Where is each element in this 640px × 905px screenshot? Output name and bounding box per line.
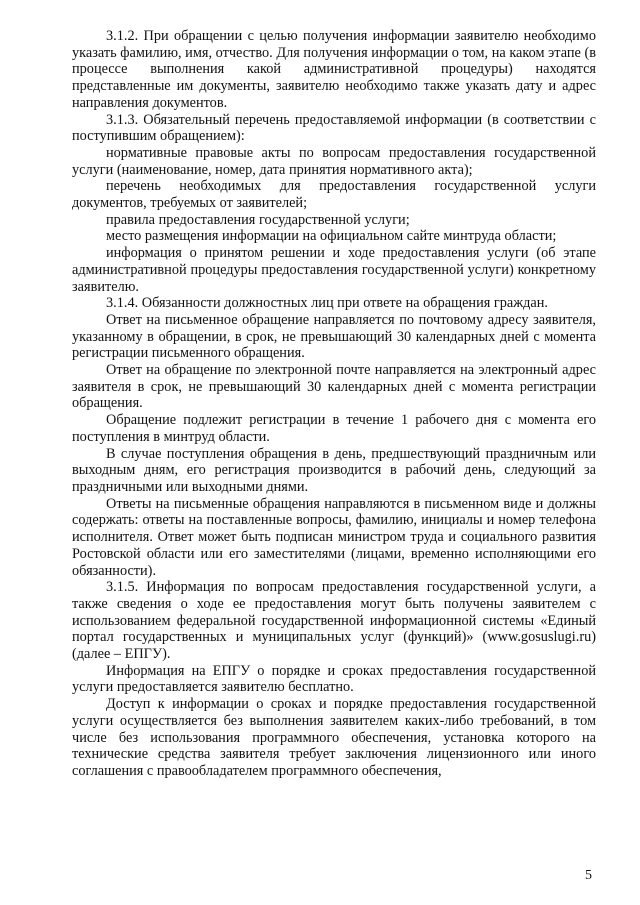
list-item-website-info: место размещения информации на официальном сайте минтруда области; — [106, 228, 557, 245]
list-item-required-documents: перечень необходимых для предоставления государственной услуги документов, требуемых от заявителей; — [72, 178, 596, 212]
paragraph-epgu-free: Информация на ЕПГУ о порядке и сроках предоставления государственной услуги предоставляется заявителю бесплатно. — [72, 662, 596, 696]
paragraph-registration: Обращение подлежит регистрации в течение 1 рабочего дня с момента его поступления в минтруд области. — [72, 412, 596, 445]
paragraph-3-1-5: 3.1.5. Информация по вопросам предоставления государственной услуги, а также сведения о ходе ее предоставления могут быть получены заявителем с использованием федеральной государственной информационной системы «Единый портал государственных и муниципальных услуг (функций)» (www.gosuslugi.ru) (далее – ЕПГУ). — [72, 579, 596, 663]
paragraph-holiday-registration: В случае поступления обращения в день, предшествующий праздничным или выходным дням, его регистрация производится в рабочий день, следующий за праздничными или выходными днями. — [72, 445, 596, 495]
paragraph-3-1-2: 3.1.2. При обращении с целью получения информации заявителю необходимо указать фамилию, имя, отчество. Для получения информации о том, на каком этапе (в процессе выполнения какой административной процедуры) находятся представленные им документы, заявителю необходимо также указать дату и адрес направления документов. — [72, 28, 596, 111]
paragraph-access-info: Доступ к информации о сроках и порядке предоставления государственной услуги осуществляется без выполнения заявителем каких-либо требований, в том числе без использования программного обеспечения, установка которого на технические средства заявителя требует заключения лицензионного или иного соглашения с правообладателем программного обеспечения, — [72, 696, 596, 779]
document-page — [72, 28, 596, 780]
page-number: 5 — [585, 868, 592, 883]
paragraph-3-1-4: 3.1.4. Обязанности должностных лиц при ответе на обращения граждан. — [106, 295, 548, 312]
paragraph-3-1-3: 3.1.3. Обязательный перечень предоставляемой информации (в соответствии с поступившим обращением): — [72, 111, 596, 145]
paragraph-written-reply: Ответ на письменное обращение направляется по почтовому адресу заявителя, указанному в обращении, в срок, не превышающий 30 календарных дней с момента регистрации письменного обращения. — [72, 311, 596, 362]
paragraph-email-reply: Ответ на обращение по электронной почте направляется на электронный адрес заявителя в срок, не превышающий 30 календарных дней с момента регистрации обращения. — [72, 362, 596, 412]
list-item-decision-info: информация о принятом решении и ходе предоставления услуги (об этапе административной процедуры предоставления государственной услуги) конкретному заявителю. — [72, 245, 596, 295]
paragraph-reply-content: Ответы на письменные обращения направляются в письменном виде и должны содержать: ответы на поставленные вопросы, фамилию, инициалы и номер телефона исполнителя. Ответ может быть подписан министром труда и социального развития Ростовской области или его заместителями (лицами, временно исполняющими его обязанности). — [72, 495, 596, 579]
list-item-normative-acts: нормативные правовые акты по вопросам предоставления государственной услуги (наименование, номер, дата принятия нормативного акта); — [72, 144, 596, 178]
list-item-service-rules: правила предоставления государственной услуги; — [106, 211, 410, 228]
